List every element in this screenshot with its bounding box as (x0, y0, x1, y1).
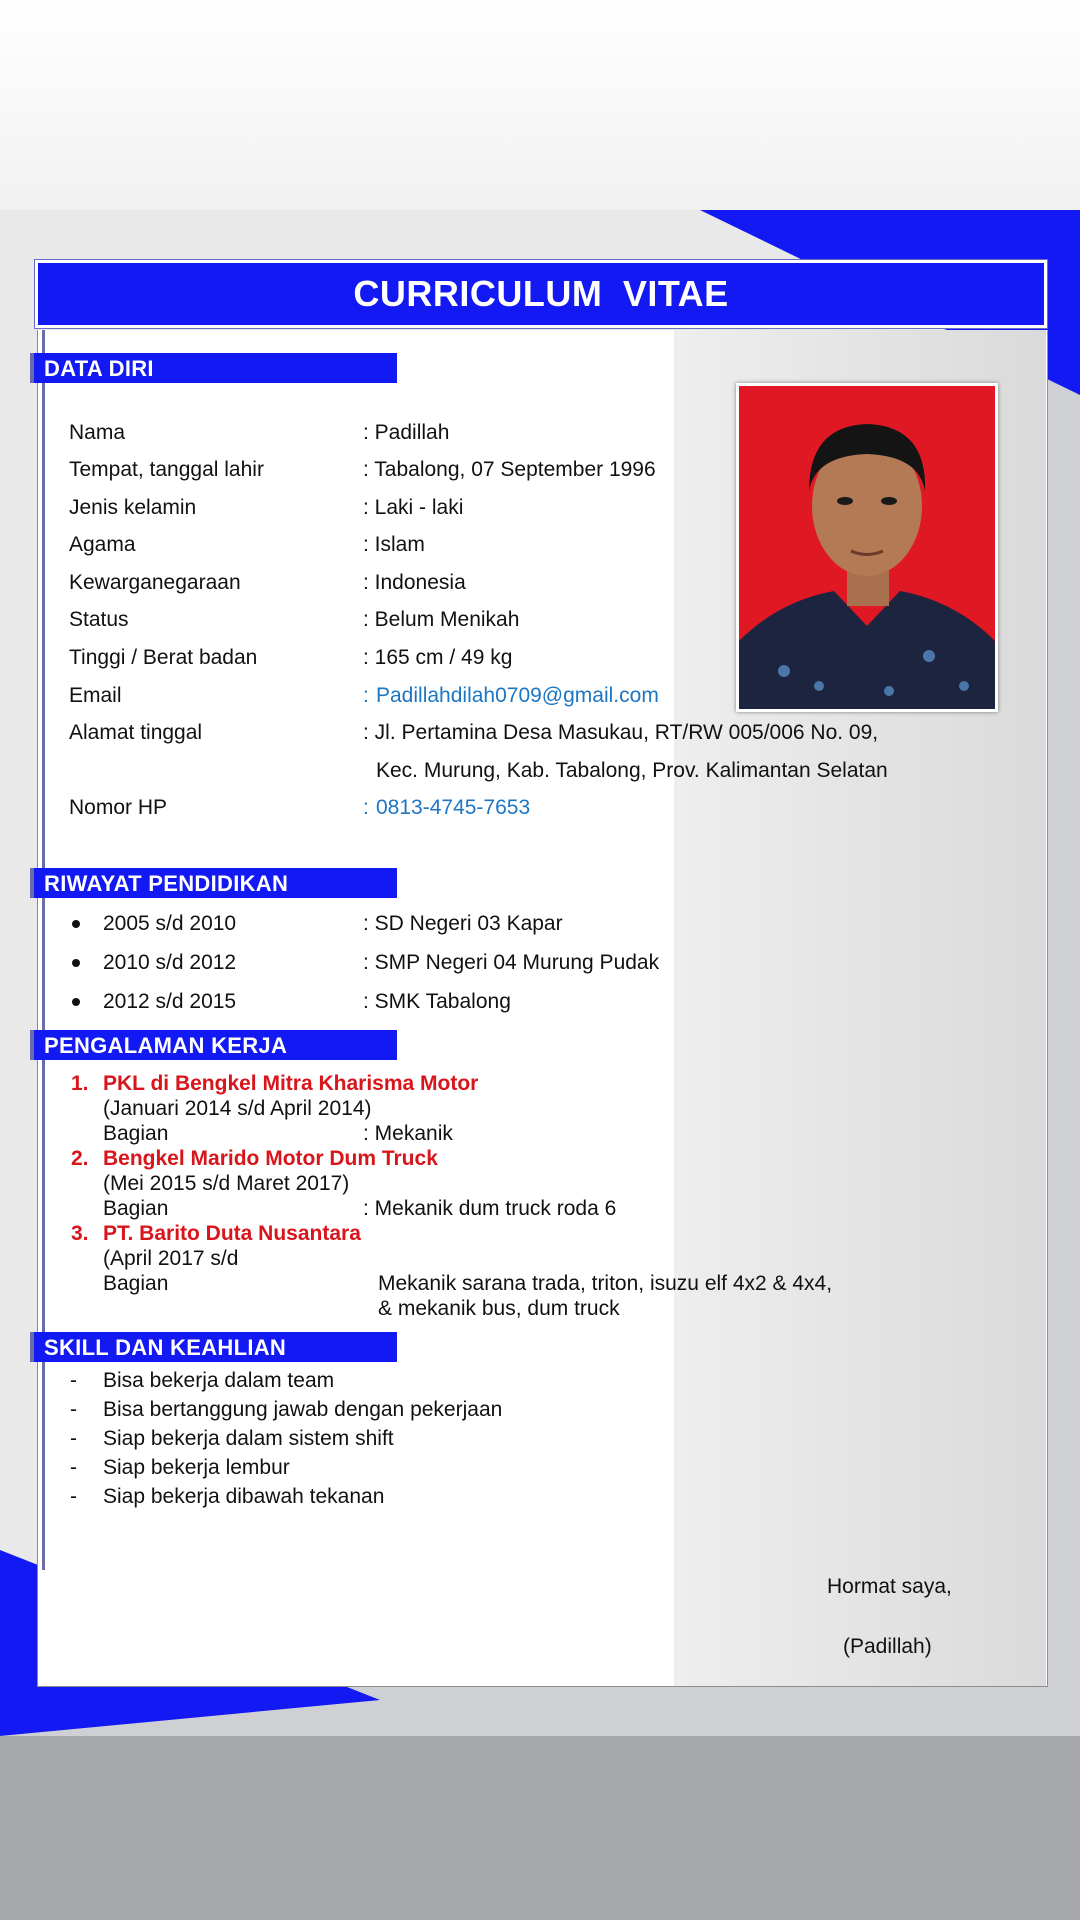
education-years: 2005 s/d 2010 (103, 912, 237, 935)
label-jenis-kelamin: Jenis kelamin (69, 496, 197, 519)
skill-item: Siap bekerja lembur (103, 1456, 290, 1479)
value-jenis-kelamin: : Laki - laki (363, 496, 464, 519)
section-header-data-diri (30, 353, 397, 383)
experience-period: (Mei 2015 s/d Maret 2017) (103, 1172, 350, 1195)
skill-item: Siap bekerja dibawah tekanan (103, 1485, 385, 1508)
experience-company: Bengkel Marido Motor Dum Truck (103, 1147, 438, 1170)
label-alamat: Alamat tinggal (69, 721, 203, 744)
experience-number: 3. (71, 1222, 89, 1245)
label-ttl: Tempat, tanggal lahir (69, 458, 264, 481)
section-title: SKILL DAN KEAHLIAN (44, 1335, 287, 1360)
dash-marker: - (70, 1485, 77, 1508)
experience-bagian-label: Bagian (103, 1272, 169, 1295)
dash-marker: - (70, 1398, 77, 1421)
section-title: PENGALAMAN KERJA (44, 1033, 288, 1058)
bullet-icon (72, 920, 80, 928)
dash-marker: - (70, 1427, 77, 1450)
experience-company: PT. Barito Duta Nusantara (103, 1222, 361, 1245)
profile-photo (736, 383, 998, 712)
email-link[interactable]: Padillahdilah0709@gmail.com (376, 684, 659, 707)
label-status: Status (69, 608, 129, 631)
experience-bagian-line2: & mekanik bus, dum truck (378, 1297, 620, 1320)
value-agama: : Islam (363, 533, 425, 556)
dash-marker: - (70, 1456, 77, 1479)
closing-text: Hormat saya, (827, 1575, 952, 1598)
margin-line (42, 330, 45, 1570)
dash-marker: - (70, 1369, 77, 1392)
experience-number: 2. (71, 1147, 89, 1170)
label-nomor-hp: Nomor HP (69, 796, 168, 819)
education-years: 2010 s/d 2012 (103, 951, 237, 974)
title-bar (35, 260, 1047, 328)
experience-period: (Januari 2014 s/d April 2014) (103, 1097, 372, 1120)
skill-item: Bisa bertanggung jawab dengan pekerjaan (103, 1398, 503, 1421)
experience-bagian-label: Bagian (103, 1122, 169, 1145)
value-tinggi-berat: : 165 cm / 49 kg (363, 646, 513, 669)
label-nama: Nama (69, 421, 126, 444)
value-ttl: : Tabalong, 07 September 1996 (363, 458, 656, 481)
value-alamat-line1: : Jl. Pertamina Desa Masukau, RT/RW 005/006 No. 09, (363, 721, 879, 744)
experience-bagian: Mekanik sarana trada, triton, isuzu elf 4x2 & 4x4, (378, 1272, 833, 1295)
experience-bagian-label: Bagian (103, 1197, 169, 1220)
skill-item: Siap bekerja dalam sistem shift (103, 1427, 394, 1450)
bullet-icon (72, 998, 80, 1006)
label-tinggi-berat: Tinggi / Berat badan (69, 646, 258, 669)
section-title: RIWAYAT PENDIDIKAN (44, 871, 289, 896)
value-kewarganegaraan: : Indonesia (363, 571, 466, 594)
colon-email: : (363, 684, 369, 707)
bottom-band (0, 1736, 1080, 1920)
cv-title: CURRICULUM VITAE (353, 273, 729, 314)
label-email: Email (69, 684, 122, 707)
bullet-icon (72, 959, 80, 967)
section-header-pendidikan (30, 868, 397, 898)
phone-link[interactable]: 0813-4745-7653 (376, 796, 531, 819)
value-nama: : Padillah (363, 421, 450, 444)
label-kewarganegaraan: Kewarganegaraan (69, 571, 241, 594)
skill-item: Bisa bekerja dalam team (103, 1369, 335, 1392)
value-status: : Belum Menikah (363, 608, 520, 631)
value-alamat-line2: Kec. Murung, Kab. Tabalong, Prov. Kalimantan Selatan (376, 759, 888, 782)
section-title: DATA DIRI (44, 356, 154, 381)
label-agama: Agama (69, 533, 136, 556)
experience-number: 1. (71, 1072, 89, 1095)
section-header-pengalaman (30, 1030, 397, 1060)
experience-period: (April 2017 s/d (103, 1247, 239, 1270)
education-school: : SMP Negeri 04 Murung Pudak (363, 951, 660, 974)
colon-nomor-hp: : (363, 796, 369, 819)
education-years: 2012 s/d 2015 (103, 990, 237, 1013)
portrait-illustration (739, 386, 995, 709)
signature-name: (Padillah) (843, 1635, 932, 1658)
education-school: : SD Negeri 03 Kapar (363, 912, 563, 935)
experience-bagian: : Mekanik (363, 1122, 453, 1145)
section-header-skill (30, 1332, 397, 1362)
experience-bagian: : Mekanik dum truck roda 6 (363, 1197, 617, 1220)
education-school: : SMK Tabalong (363, 990, 511, 1013)
experience-company: PKL di Bengkel Mitra Kharisma Motor (103, 1072, 479, 1095)
